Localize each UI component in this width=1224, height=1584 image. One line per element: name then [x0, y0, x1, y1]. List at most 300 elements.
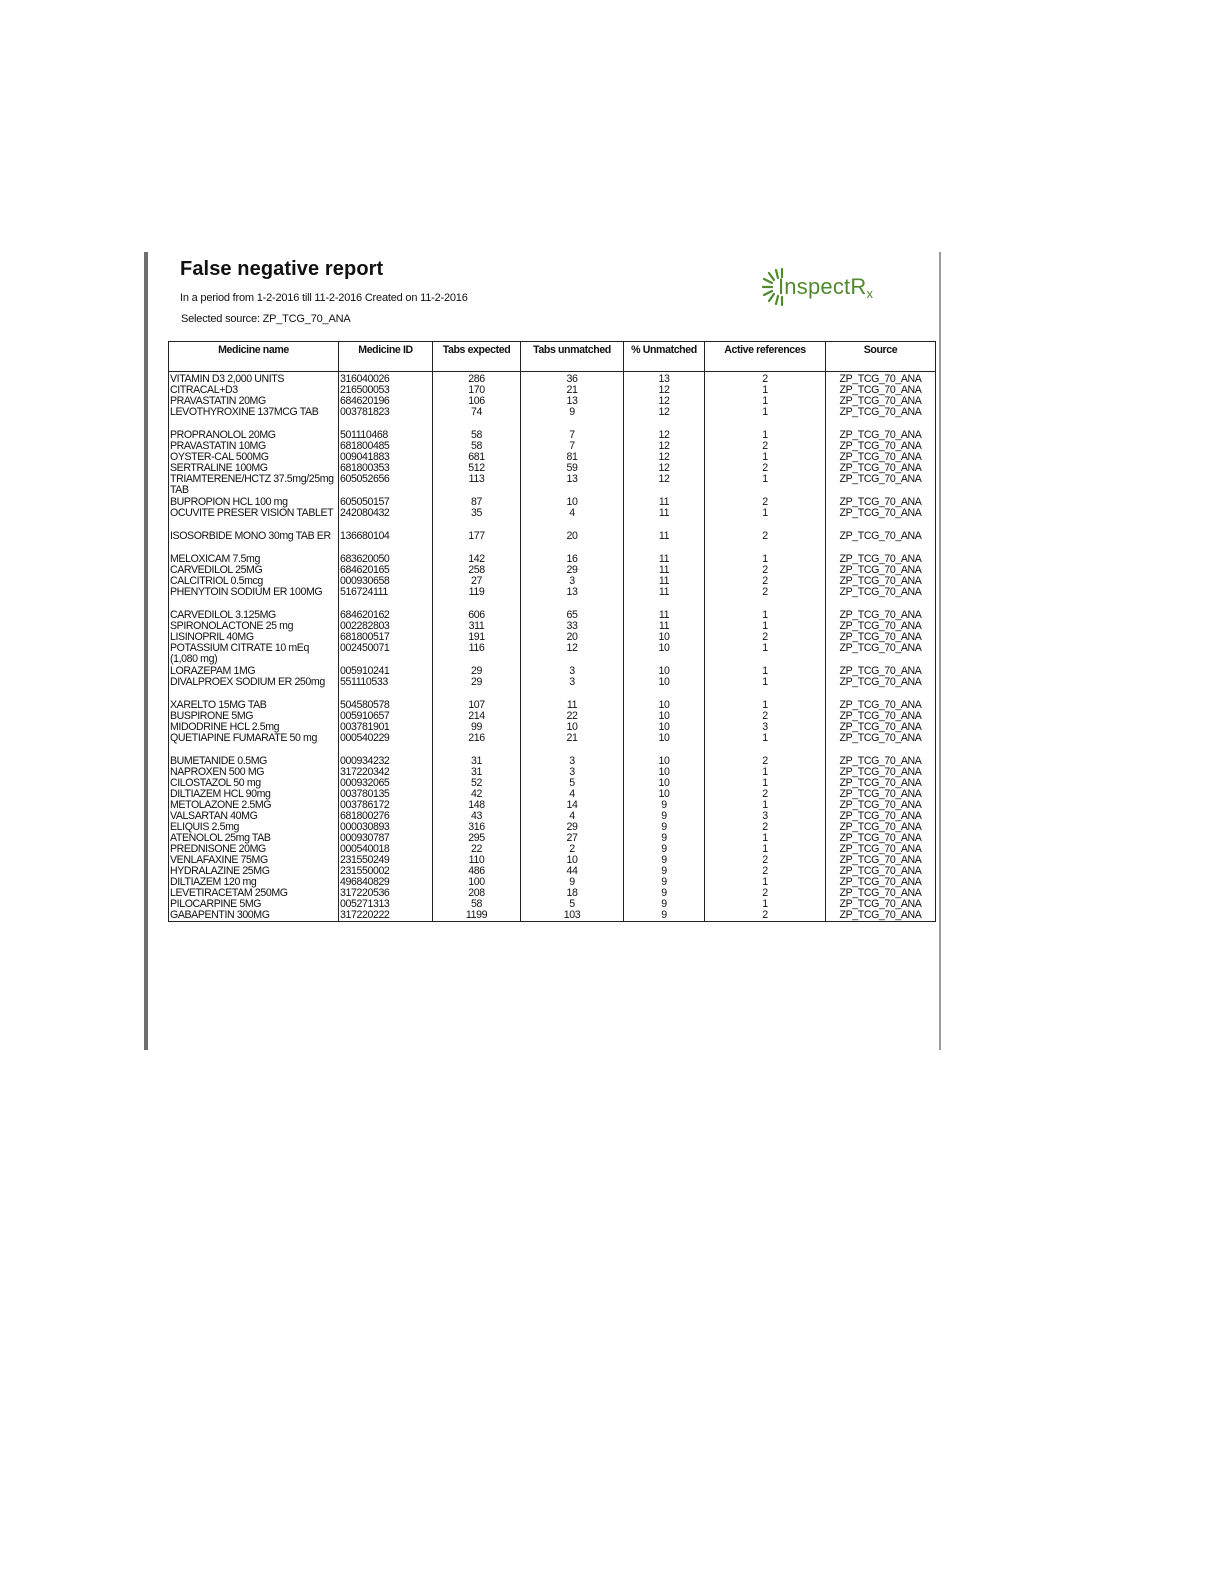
cell-source: ZP_TCG_70_ANA: [826, 396, 936, 407]
cell-source: ZP_TCG_70_ANA: [826, 508, 936, 531]
cell-pct-unmatched: 10: [624, 789, 705, 800]
cell-tabs-expected: 681: [433, 452, 521, 463]
cell-tabs-unmatched: 18: [521, 888, 624, 899]
cell-tabs-unmatched: 22: [521, 711, 624, 722]
cell-medicine-name: CILOSTAZOL 50 mg: [169, 778, 339, 789]
cell-active-references: 3: [705, 811, 826, 822]
cell-active-references: 3: [705, 722, 826, 733]
report-period: In a period from 1-2-2016 till 11-2-2016 Created on 11-2-2016: [180, 292, 468, 304]
table-row: [169, 677, 936, 700]
cell-tabs-unmatched: 44: [521, 866, 624, 877]
cell-medicine-name: CARVEDILOL 3.125MG: [169, 610, 339, 621]
table-row: [169, 711, 936, 722]
cell-tabs-expected: 116: [433, 643, 521, 666]
col-medicine-name: Medicine name: [169, 342, 339, 372]
cell-tabs-unmatched: 3: [521, 756, 624, 767]
cell-tabs-unmatched: 10: [521, 722, 624, 733]
cell-medicine-name: PILOCARPINE 5MG: [169, 899, 339, 910]
table-row: [169, 565, 936, 576]
cell-pct-unmatched: 9: [624, 910, 705, 922]
cell-tabs-unmatched: 29: [521, 565, 624, 576]
cell-pct-unmatched: 9: [624, 800, 705, 811]
cell-active-references: 1: [705, 700, 826, 711]
cell-tabs-unmatched: 3: [521, 767, 624, 778]
cell-medicine-name: DIVALPROEX SODIUM ER 250mg: [169, 677, 339, 700]
cell-active-references: 1: [705, 508, 826, 531]
table-row: [169, 888, 936, 899]
cell-tabs-unmatched: 13: [521, 587, 624, 610]
cell-source: ZP_TCG_70_ANA: [826, 666, 936, 677]
cell-tabs-expected: 31: [433, 767, 521, 778]
cell-medicine-id: 681800353: [339, 463, 433, 474]
cell-source: ZP_TCG_70_ANA: [826, 910, 936, 922]
cell-medicine-id: 009041883: [339, 452, 433, 463]
cell-medicine-name: LORAZEPAM 1MG: [169, 666, 339, 677]
cell-tabs-expected: 22: [433, 844, 521, 855]
cell-medicine-id: 231550249: [339, 855, 433, 866]
cell-medicine-name: TRIAMTERENE/HCTZ 37.5mg/25mg TAB: [169, 474, 339, 497]
cell-source: ZP_TCG_70_ANA: [826, 789, 936, 800]
cell-medicine-name: OYSTER-CAL 500MG: [169, 452, 339, 463]
cell-tabs-expected: 58: [433, 899, 521, 910]
cell-medicine-id: 242080432: [339, 508, 433, 531]
cell-source: ZP_TCG_70_ANA: [826, 531, 936, 554]
report-page: [144, 252, 941, 1050]
cell-active-references: 2: [705, 497, 826, 508]
cell-medicine-name: DILTIAZEM HCL 90mg: [169, 789, 339, 800]
cell-medicine-name: VITAMIN D3 2,000 UNITS: [169, 372, 339, 386]
cell-pct-unmatched: 10: [624, 767, 705, 778]
table-row: [169, 508, 936, 531]
cell-tabs-expected: 177: [433, 531, 521, 554]
cell-active-references: 2: [705, 822, 826, 833]
cell-pct-unmatched: 10: [624, 711, 705, 722]
cell-pct-unmatched: 12: [624, 407, 705, 430]
cell-tabs-unmatched: 36: [521, 372, 624, 386]
selected-source: Selected source: ZP_TCG_70_ANA: [181, 313, 351, 325]
cell-tabs-expected: 31: [433, 756, 521, 767]
cell-medicine-id: 684620162: [339, 610, 433, 621]
cell-pct-unmatched: 11: [624, 531, 705, 554]
cell-source: ZP_TCG_70_ANA: [826, 700, 936, 711]
table-row: [169, 587, 936, 610]
cell-active-references: 1: [705, 733, 826, 756]
cell-source: ZP_TCG_70_ANA: [826, 463, 936, 474]
cell-medicine-name: ATENOLOL 25mg TAB: [169, 833, 339, 844]
cell-medicine-id: 000930658: [339, 576, 433, 587]
cell-active-references: 2: [705, 632, 826, 643]
cell-tabs-expected: 258: [433, 565, 521, 576]
table-row: [169, 430, 936, 441]
cell-medicine-name: PREDNISONE 20MG: [169, 844, 339, 855]
page-right-border: [939, 252, 941, 1050]
cell-medicine-name: XARELTO 15MG TAB: [169, 700, 339, 711]
cell-tabs-unmatched: 14: [521, 800, 624, 811]
cell-medicine-name: SERTRALINE 100MG: [169, 463, 339, 474]
table-row: [169, 910, 936, 922]
cell-pct-unmatched: 9: [624, 855, 705, 866]
cell-tabs-expected: 106: [433, 396, 521, 407]
col-medicine-id: Medicine ID: [339, 342, 433, 372]
cell-tabs-unmatched: 3: [521, 677, 624, 700]
cell-medicine-name: BUSPIRONE 5MG: [169, 711, 339, 722]
cell-active-references: 1: [705, 833, 826, 844]
cell-active-references: 1: [705, 767, 826, 778]
table-row: [169, 756, 936, 767]
cell-medicine-name: NAPROXEN 500 MG: [169, 767, 339, 778]
table-row: [169, 474, 936, 497]
cell-tabs-expected: 43: [433, 811, 521, 822]
cell-pct-unmatched: 13: [624, 372, 705, 386]
cell-tabs-expected: 100: [433, 877, 521, 888]
false-negative-table: [168, 341, 936, 922]
table-header-row: [169, 342, 936, 372]
cell-medicine-id: 000540018: [339, 844, 433, 855]
cell-source: ZP_TCG_70_ANA: [826, 372, 936, 386]
cell-tabs-unmatched: 7: [521, 441, 624, 452]
cell-tabs-expected: 113: [433, 474, 521, 497]
cell-tabs-unmatched: 13: [521, 474, 624, 497]
table-row: [169, 855, 936, 866]
cell-tabs-expected: 58: [433, 441, 521, 452]
cell-tabs-unmatched: 21: [521, 733, 624, 756]
cell-medicine-id: 216500053: [339, 385, 433, 396]
table-row: [169, 621, 936, 632]
cell-tabs-unmatched: 12: [521, 643, 624, 666]
cell-tabs-expected: 142: [433, 554, 521, 565]
cell-pct-unmatched: 9: [624, 877, 705, 888]
cell-pct-unmatched: 12: [624, 430, 705, 441]
cell-tabs-expected: 1199: [433, 910, 521, 922]
cell-pct-unmatched: 9: [624, 833, 705, 844]
cell-medicine-name: LISINOPRIL 40MG: [169, 632, 339, 643]
cell-tabs-expected: 191: [433, 632, 521, 643]
cell-tabs-unmatched: 7: [521, 430, 624, 441]
cell-source: ZP_TCG_70_ANA: [826, 497, 936, 508]
cell-active-references: 2: [705, 576, 826, 587]
col-active-references: Active references: [705, 342, 826, 372]
cell-active-references: 1: [705, 899, 826, 910]
cell-source: ZP_TCG_70_ANA: [826, 576, 936, 587]
cell-medicine-id: 681800485: [339, 441, 433, 452]
cell-pct-unmatched: 12: [624, 441, 705, 452]
cell-active-references: 1: [705, 877, 826, 888]
cell-source: ZP_TCG_70_ANA: [826, 778, 936, 789]
cell-active-references: 1: [705, 407, 826, 430]
cell-active-references: 1: [705, 677, 826, 700]
cell-pct-unmatched: 12: [624, 463, 705, 474]
table-row: [169, 700, 936, 711]
cell-medicine-id: 000540229: [339, 733, 433, 756]
table-row: [169, 733, 936, 756]
cell-medicine-id: 003781901: [339, 722, 433, 733]
cell-tabs-expected: 606: [433, 610, 521, 621]
cell-medicine-name: LEVOTHYROXINE 137MCG TAB: [169, 407, 339, 430]
cell-pct-unmatched: 12: [624, 396, 705, 407]
cell-tabs-expected: 27: [433, 576, 521, 587]
cell-medicine-name: PRAVASTATIN 10MG: [169, 441, 339, 452]
cell-source: ZP_TCG_70_ANA: [826, 833, 936, 844]
cell-tabs-unmatched: 3: [521, 666, 624, 677]
cell-tabs-unmatched: 33: [521, 621, 624, 632]
cell-tabs-expected: 29: [433, 677, 521, 700]
cell-medicine-id: 000934232: [339, 756, 433, 767]
cell-tabs-unmatched: 4: [521, 811, 624, 822]
cell-medicine-id: 005910241: [339, 666, 433, 677]
cell-source: ZP_TCG_70_ANA: [826, 767, 936, 778]
cell-medicine-id: 317220342: [339, 767, 433, 778]
cell-tabs-unmatched: 10: [521, 497, 624, 508]
cell-medicine-id: 005271313: [339, 899, 433, 910]
cell-medicine-id: 683620050: [339, 554, 433, 565]
cell-pct-unmatched: 9: [624, 866, 705, 877]
cell-pct-unmatched: 11: [624, 497, 705, 508]
cell-pct-unmatched: 12: [624, 385, 705, 396]
cell-pct-unmatched: 11: [624, 610, 705, 621]
cell-medicine-id: 005910657: [339, 711, 433, 722]
cell-medicine-name: ISOSORBIDE MONO 30mg TAB ER: [169, 531, 339, 554]
cell-source: ZP_TCG_70_ANA: [826, 565, 936, 576]
cell-active-references: 2: [705, 587, 826, 610]
cell-pct-unmatched: 10: [624, 700, 705, 711]
cell-source: ZP_TCG_70_ANA: [826, 844, 936, 855]
cell-tabs-unmatched: 10: [521, 855, 624, 866]
cell-source: ZP_TCG_70_ANA: [826, 643, 936, 666]
table-row: [169, 822, 936, 833]
cell-medicine-id: 002282803: [339, 621, 433, 632]
cell-medicine-name: PRAVASTATIN 20MG: [169, 396, 339, 407]
table-body: [169, 372, 936, 922]
cell-active-references: 2: [705, 855, 826, 866]
cell-medicine-id: 605050157: [339, 497, 433, 508]
cell-tabs-unmatched: 9: [521, 877, 624, 888]
cell-medicine-name: PROPRANOLOL 20MG: [169, 430, 339, 441]
cell-source: ZP_TCG_70_ANA: [826, 822, 936, 833]
cell-tabs-unmatched: 65: [521, 610, 624, 621]
cell-medicine-name: BUMETANIDE 0.5MG: [169, 756, 339, 767]
cell-active-references: 1: [705, 778, 826, 789]
cell-medicine-name: QUETIAPINE FUMARATE 50 mg: [169, 733, 339, 756]
cell-source: ZP_TCG_70_ANA: [826, 899, 936, 910]
cell-source: ZP_TCG_70_ANA: [826, 554, 936, 565]
cell-medicine-id: 551110533: [339, 677, 433, 700]
cell-medicine-name: MELOXICAM 7.5mg: [169, 554, 339, 565]
col-source: Source: [826, 342, 936, 372]
cell-tabs-expected: 512: [433, 463, 521, 474]
table-row: [169, 554, 936, 565]
cell-tabs-expected: 286: [433, 372, 521, 386]
cell-medicine-id: 136680104: [339, 531, 433, 554]
cell-tabs-expected: 58: [433, 430, 521, 441]
table-row: [169, 833, 936, 844]
cell-medicine-id: 317220536: [339, 888, 433, 899]
cell-tabs-expected: 119: [433, 587, 521, 610]
cell-tabs-expected: 170: [433, 385, 521, 396]
cell-medicine-name: METOLAZONE 2.5MG: [169, 800, 339, 811]
cell-source: ZP_TCG_70_ANA: [826, 385, 936, 396]
cell-medicine-id: 516724111: [339, 587, 433, 610]
cell-source: ZP_TCG_70_ANA: [826, 621, 936, 632]
cell-tabs-unmatched: 103: [521, 910, 624, 922]
cell-active-references: 1: [705, 666, 826, 677]
cell-tabs-expected: 74: [433, 407, 521, 430]
cell-active-references: 2: [705, 756, 826, 767]
cell-medicine-id: 231550002: [339, 866, 433, 877]
cell-medicine-name: BUPROPION HCL 100 mg: [169, 497, 339, 508]
cell-source: ZP_TCG_70_ANA: [826, 441, 936, 452]
cell-pct-unmatched: 9: [624, 899, 705, 910]
cell-tabs-expected: 52: [433, 778, 521, 789]
cell-active-references: 1: [705, 610, 826, 621]
cell-active-references: 1: [705, 800, 826, 811]
cell-active-references: 1: [705, 385, 826, 396]
cell-medicine-name: CALCITRIOL 0.5mcg: [169, 576, 339, 587]
cell-tabs-unmatched: 20: [521, 531, 624, 554]
cell-pct-unmatched: 9: [624, 811, 705, 822]
cell-active-references: 2: [705, 463, 826, 474]
cell-tabs-unmatched: 27: [521, 833, 624, 844]
cell-tabs-expected: 208: [433, 888, 521, 899]
cell-medicine-id: 000030893: [339, 822, 433, 833]
cell-medicine-id: 501110468: [339, 430, 433, 441]
table-row: [169, 407, 936, 430]
cell-source: ZP_TCG_70_ANA: [826, 407, 936, 430]
table-row: [169, 531, 936, 554]
cell-pct-unmatched: 10: [624, 677, 705, 700]
cell-pct-unmatched: 9: [624, 822, 705, 833]
cell-medicine-id: 317220222: [339, 910, 433, 922]
table-row: [169, 385, 936, 396]
cell-medicine-id: 003781823: [339, 407, 433, 430]
page-left-border: [144, 252, 148, 1050]
cell-medicine-name: DILTIAZEM 120 mg: [169, 877, 339, 888]
cell-medicine-name: LEVETIRACETAM 250MG: [169, 888, 339, 899]
inspectrx-logo: [754, 266, 874, 308]
cell-medicine-id: 000930787: [339, 833, 433, 844]
cell-medicine-id: 003786172: [339, 800, 433, 811]
cell-tabs-unmatched: 4: [521, 789, 624, 800]
cell-medicine-id: 496840829: [339, 877, 433, 888]
cell-tabs-expected: 35: [433, 508, 521, 531]
cell-active-references: 1: [705, 452, 826, 463]
cell-source: ZP_TCG_70_ANA: [826, 610, 936, 621]
cell-active-references: 2: [705, 888, 826, 899]
cell-pct-unmatched: 11: [624, 508, 705, 531]
cell-tabs-unmatched: 81: [521, 452, 624, 463]
cell-medicine-id: 605052656: [339, 474, 433, 497]
table-row: [169, 643, 936, 666]
cell-medicine-name: PHENYTOIN SODIUM ER 100MG: [169, 587, 339, 610]
cell-active-references: 2: [705, 565, 826, 576]
cell-active-references: 1: [705, 396, 826, 407]
cell-medicine-name: MIDODRINE HCL 2.5mg: [169, 722, 339, 733]
cell-source: ZP_TCG_70_ANA: [826, 888, 936, 899]
cell-source: ZP_TCG_70_ANA: [826, 733, 936, 756]
cell-medicine-name: OCUVITE PRESER VISION TABLET: [169, 508, 339, 531]
cell-tabs-expected: 110: [433, 855, 521, 866]
cell-source: ZP_TCG_70_ANA: [826, 632, 936, 643]
cell-medicine-name: HYDRALAZINE 25MG: [169, 866, 339, 877]
cell-tabs-expected: 148: [433, 800, 521, 811]
table-row: [169, 811, 936, 822]
cell-tabs-unmatched: 4: [521, 508, 624, 531]
cell-source: ZP_TCG_70_ANA: [826, 800, 936, 811]
cell-source: ZP_TCG_70_ANA: [826, 722, 936, 733]
cell-active-references: 2: [705, 711, 826, 722]
cell-tabs-expected: 42: [433, 789, 521, 800]
table-row: [169, 372, 936, 386]
cell-pct-unmatched: 10: [624, 632, 705, 643]
cell-medicine-name: VENLAFAXINE 75MG: [169, 855, 339, 866]
cell-active-references: 1: [705, 643, 826, 666]
cell-tabs-expected: 316: [433, 822, 521, 833]
cell-source: ZP_TCG_70_ANA: [826, 587, 936, 610]
cell-active-references: 2: [705, 789, 826, 800]
cell-tabs-expected: 99: [433, 722, 521, 733]
cell-tabs-expected: 29: [433, 666, 521, 677]
table-row: [169, 789, 936, 800]
cell-pct-unmatched: 10: [624, 778, 705, 789]
logo-wordmark: InspectRx: [778, 274, 874, 301]
cell-source: ZP_TCG_70_ANA: [826, 677, 936, 700]
cell-pct-unmatched: 11: [624, 576, 705, 587]
cell-source: ZP_TCG_70_ANA: [826, 474, 936, 497]
table-row: [169, 800, 936, 811]
cell-pct-unmatched: 10: [624, 756, 705, 767]
cell-pct-unmatched: 9: [624, 888, 705, 899]
cell-medicine-id: 504580578: [339, 700, 433, 711]
cell-tabs-unmatched: 9: [521, 407, 624, 430]
cell-tabs-expected: 214: [433, 711, 521, 722]
cell-tabs-unmatched: 21: [521, 385, 624, 396]
cell-tabs-expected: 311: [433, 621, 521, 632]
cell-active-references: 2: [705, 531, 826, 554]
cell-tabs-unmatched: 13: [521, 396, 624, 407]
cell-active-references: 1: [705, 474, 826, 497]
cell-pct-unmatched: 9: [624, 844, 705, 855]
cell-active-references: 2: [705, 372, 826, 386]
cell-pct-unmatched: 12: [624, 474, 705, 497]
cell-tabs-unmatched: 3: [521, 576, 624, 587]
cell-medicine-name: VALSARTAN 40MG: [169, 811, 339, 822]
col-pct-unmatched: % Unmatched: [624, 342, 705, 372]
cell-active-references: 1: [705, 844, 826, 855]
cell-pct-unmatched: 11: [624, 621, 705, 632]
cell-tabs-unmatched: 11: [521, 700, 624, 711]
cell-active-references: 1: [705, 554, 826, 565]
cell-pct-unmatched: 10: [624, 666, 705, 677]
cell-source: ZP_TCG_70_ANA: [826, 711, 936, 722]
cell-tabs-expected: 87: [433, 497, 521, 508]
cell-source: ZP_TCG_70_ANA: [826, 855, 936, 866]
table-row: [169, 778, 936, 789]
cell-source: ZP_TCG_70_ANA: [826, 811, 936, 822]
cell-pct-unmatched: 11: [624, 587, 705, 610]
cell-pct-unmatched: 11: [624, 565, 705, 576]
cell-active-references: 1: [705, 430, 826, 441]
cell-tabs-expected: 295: [433, 833, 521, 844]
cell-medicine-name: CITRACAL+D3: [169, 385, 339, 396]
cell-tabs-expected: 216: [433, 733, 521, 756]
table-row: [169, 441, 936, 452]
cell-tabs-unmatched: 20: [521, 632, 624, 643]
cell-medicine-id: 000932065: [339, 778, 433, 789]
cell-medicine-id: 316040026: [339, 372, 433, 386]
cell-pct-unmatched: 12: [624, 452, 705, 463]
cell-pct-unmatched: 10: [624, 643, 705, 666]
cell-medicine-name: CARVEDILOL 25MG: [169, 565, 339, 576]
cell-medicine-id: 681800276: [339, 811, 433, 822]
